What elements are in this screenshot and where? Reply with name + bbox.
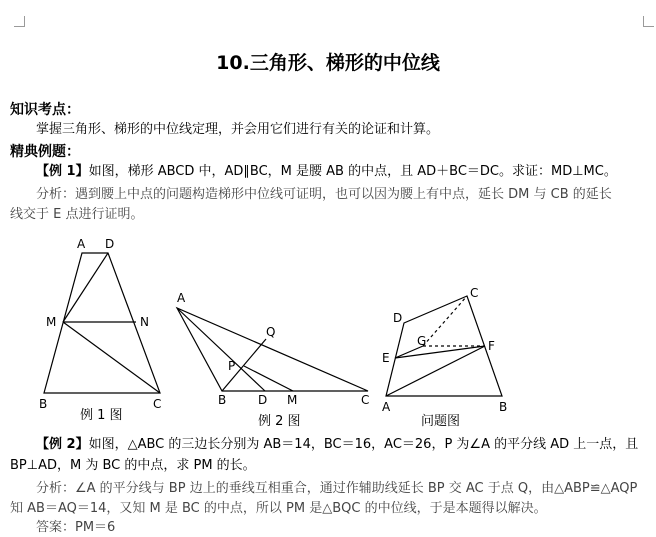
example2-analysis-line2: 知 AB＝AQ＝14，又知 M 是 BC 的中点，所以 PM 是△BQC 的中位线，于是本题得以解决。	[10, 501, 547, 516]
fig3-label-a: A	[382, 400, 391, 414]
fig1-segment-mc	[63, 322, 160, 393]
fig2-triangle	[177, 308, 368, 391]
fig1-label-d: D	[105, 237, 115, 251]
fig1-label-c: C	[153, 397, 162, 411]
fig2-caption: 例 2 图	[258, 414, 301, 429]
figure-3	[386, 296, 502, 396]
fig2-label-p: P	[228, 359, 236, 373]
fig3-label-g: G	[417, 334, 427, 348]
fig2-label-m: M	[287, 393, 298, 407]
fig1-label-n: N	[140, 315, 149, 329]
fig1-label-a: A	[77, 237, 86, 251]
fig2-label-b: B	[218, 393, 227, 407]
fig3-diagonal-af	[386, 346, 485, 396]
example1-analysis-line1: 分析：遇到腰上中点的问题构造梯形中位线可证明，也可以因为腰上有中点，延长 DM 与 CB 的延长	[36, 187, 612, 202]
fig1-label-m: M	[46, 315, 57, 329]
example2-statement-line1	[36, 436, 638, 454]
example1-tag: 【例 1】	[36, 164, 89, 179]
knowledge-text: 掌握三角形、梯形的中位线定理，并会用它们进行有关的论证和计算。	[36, 122, 440, 137]
fig2-label-a: A	[177, 291, 186, 305]
fig2-label-q: Q	[266, 325, 276, 339]
fig3-label-b: B	[499, 400, 508, 414]
example1-statement: 如图，梯形 ABCD 中，AD∥BC，M 是腰 AB 的中点，且 AD＋BC＝DC。求证：MD⊥MC。	[88, 164, 617, 179]
fig3-dashed-gc	[423, 296, 467, 346]
fig3-caption: 问题图	[421, 414, 461, 429]
fig3-label-c: C	[470, 286, 479, 300]
fig1-caption: 例 1 图	[80, 408, 123, 423]
fig1-label-b: B	[39, 397, 48, 411]
example2-statement-1: 如图，△ABC 的三边长分别为 AB＝14，BC＝16，AC＝26，P 为∠A 的平分线 AD 上一点，且	[88, 437, 639, 452]
fig1-segment-md	[63, 253, 108, 322]
fig3-label-f: F	[488, 339, 495, 353]
fig2-bisector-ad	[177, 308, 265, 391]
example2-answer: 答案：PM＝6	[36, 520, 116, 535]
fig3-label-e: E	[382, 351, 390, 365]
fig3-label-d: D	[393, 311, 403, 325]
page-title: 10.三角形、梯形的中位线	[216, 52, 440, 74]
fig2-label-d: D	[258, 393, 268, 407]
knowledge-heading: 知识考点：	[10, 102, 80, 118]
example2-analysis-line1: 分析：∠A 的平分线与 BP 边上的垂线互相重合，通过作辅助线延长 BP 交 AC 于点 Q，由△ABP≌△AQP	[36, 481, 638, 496]
fig2-label-c: C	[361, 393, 370, 407]
example2-statement-line2: BP⊥AD，M 为 BC 的中点，求 PM 的长。	[10, 458, 256, 473]
example1-analysis-line2: 线交于 E 点进行证明。	[10, 207, 144, 222]
figure-2	[177, 308, 368, 391]
examples-heading: 精典例题：	[10, 144, 80, 160]
example2-tag: 【例 2】	[36, 437, 89, 452]
